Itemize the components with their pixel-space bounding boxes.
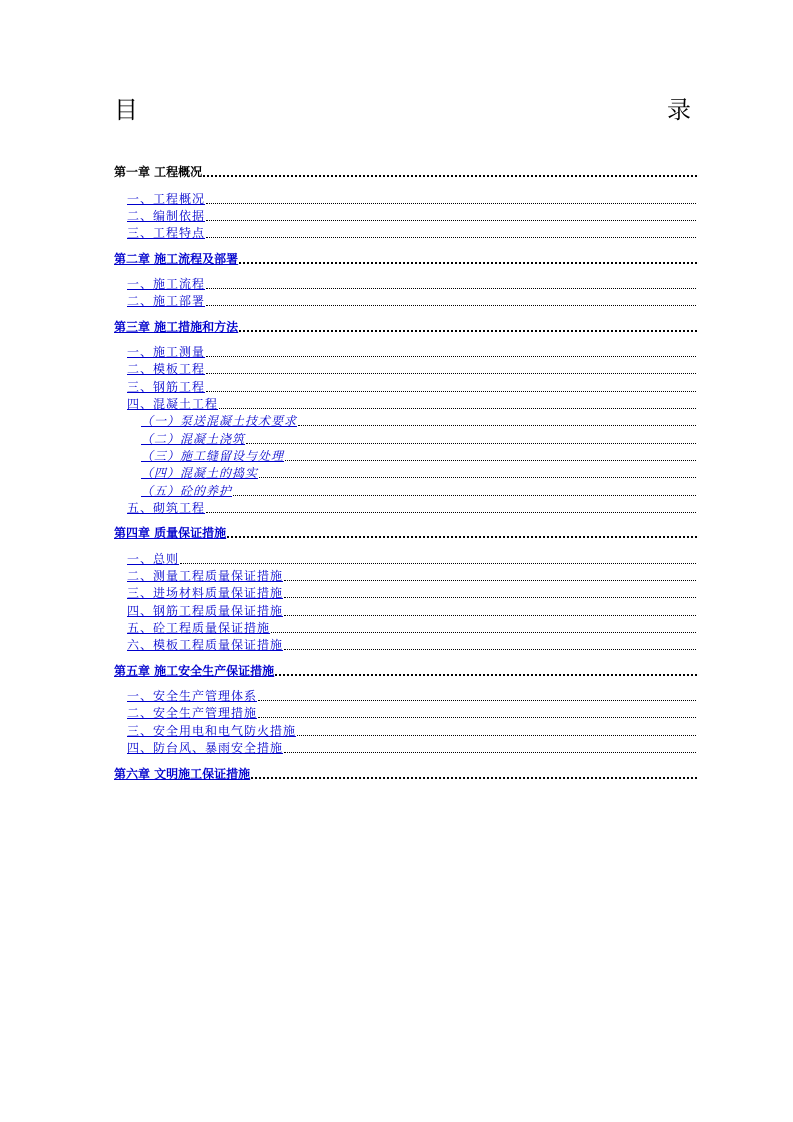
dot-leader	[206, 373, 696, 374]
toc-chapter-3[interactable]	[114, 318, 697, 334]
dot-leader	[233, 495, 696, 496]
toc-link-5-3[interactable]	[127, 722, 696, 738]
toc-chapter-6[interactable]	[114, 765, 697, 781]
toc-entry-label[interactable]: 三、钢筋工程	[127, 380, 206, 394]
toc-entry-label[interactable]: 一、安全生产管理体系	[127, 689, 258, 703]
toc-link-4-3[interactable]	[127, 584, 696, 600]
dot-leader	[206, 237, 696, 238]
dot-leader	[227, 536, 697, 538]
toc-title-left-char: 目	[114, 96, 138, 124]
toc-link-5-4[interactable]	[127, 739, 696, 755]
toc-entry-label[interactable]: 三、安全用电和电气防火措施	[127, 724, 297, 738]
toc-entry-label[interactable]: 一、总则	[127, 552, 180, 566]
dot-leader	[298, 425, 696, 426]
dot-leader	[251, 777, 697, 779]
toc-entry-label[interactable]: 一、工程概况	[127, 192, 206, 206]
toc-entry-label[interactable]: 第四章 质量保证措施	[114, 526, 227, 540]
dot-leader	[206, 203, 696, 204]
toc-entry-label[interactable]: 一、施工流程	[127, 277, 206, 291]
dot-leader	[203, 175, 697, 177]
dot-leader	[239, 330, 697, 332]
dot-leader	[275, 674, 697, 676]
toc-entry-label[interactable]: 二、模板工程	[127, 362, 206, 376]
toc-chapter-2[interactable]	[114, 250, 697, 266]
toc-entry-label[interactable]: 五、砌筑工程	[127, 501, 206, 515]
toc-link-4-6[interactable]	[127, 636, 696, 652]
toc-link-4-1[interactable]	[127, 550, 696, 566]
dot-leader	[271, 632, 696, 633]
toc-link-3-4[interactable]	[127, 395, 696, 411]
toc-link-4-4[interactable]	[127, 602, 696, 618]
dot-leader	[258, 700, 696, 701]
toc-link-3-5[interactable]	[127, 499, 696, 515]
toc-title-right-char: 录	[667, 96, 691, 124]
dot-leader	[206, 391, 696, 392]
toc-link-5-1[interactable]	[127, 687, 696, 703]
toc-link-5-2[interactable]	[127, 704, 696, 720]
toc-entry-label[interactable]: 二、编制依据	[127, 209, 206, 223]
toc-entry-label[interactable]: 三、进场材料质量保证措施	[127, 586, 284, 600]
dot-leader	[284, 580, 696, 581]
toc-link-1-1[interactable]	[127, 190, 696, 206]
toc-link-2-1[interactable]	[127, 275, 696, 291]
toc-link-4-2[interactable]	[127, 567, 696, 583]
toc-chapter-4[interactable]	[114, 524, 697, 540]
toc-link-3-1[interactable]	[127, 343, 696, 359]
dot-leader	[258, 717, 696, 718]
toc-entry-label[interactable]: 二、安全生产管理措施	[127, 706, 258, 720]
dot-leader	[297, 735, 696, 736]
toc-entry-label[interactable]: 一、施工测量	[127, 345, 206, 359]
toc-link-1-2[interactable]	[127, 207, 696, 223]
dot-leader	[206, 305, 696, 306]
toc-link-3-4-5[interactable]	[141, 482, 696, 498]
dot-leader	[219, 408, 696, 409]
toc-entry-label[interactable]: （一）泵送混凝土技术要求	[141, 414, 298, 428]
dot-leader	[246, 443, 696, 444]
dot-leader	[259, 477, 696, 478]
dot-leader	[285, 460, 696, 461]
toc-entry-label[interactable]: 四、混凝土工程	[127, 397, 219, 411]
toc-entry-label[interactable]: 六、模板工程质量保证措施	[127, 638, 284, 652]
toc-entry-label[interactable]: 五、砼工程质量保证措施	[127, 621, 271, 635]
toc-link-2-2[interactable]	[127, 292, 696, 308]
dot-leader	[206, 220, 696, 221]
toc-link-3-4-4[interactable]	[141, 464, 696, 480]
dot-leader	[284, 752, 696, 753]
toc-entry-label[interactable]: 第六章 文明施工保证措施	[114, 767, 251, 781]
toc-entry-label[interactable]: 二、测量工程质量保证措施	[127, 569, 284, 583]
toc-entry-label[interactable]: （二）混凝土浇筑	[141, 432, 246, 446]
dot-leader	[284, 615, 696, 616]
toc-entry-label[interactable]: （四）混凝土的捣实	[141, 466, 259, 480]
toc-link-3-3[interactable]	[127, 378, 696, 394]
toc-entry-label[interactable]: （三）施工缝留设与处理	[141, 449, 285, 463]
toc-entry-label: 第一章 工程概况	[114, 165, 203, 179]
toc-link-3-4-2[interactable]	[141, 430, 696, 446]
toc-entry-label[interactable]: 第三章 施工措施和方法	[114, 320, 239, 334]
dot-leader	[180, 563, 696, 564]
toc-entry-label[interactable]: 二、施工部署	[127, 294, 206, 308]
toc-entry-label[interactable]: （五）砼的养护	[141, 484, 233, 498]
toc-entry-label[interactable]: 四、防台风、暴雨安全措施	[127, 741, 284, 755]
toc-chapter-5[interactable]	[114, 662, 697, 678]
toc-chapter-1	[114, 163, 697, 179]
toc-entry-label[interactable]: 四、钢筋工程质量保证措施	[127, 604, 284, 618]
dot-leader	[239, 262, 697, 264]
toc-link-1-3[interactable]	[127, 224, 696, 240]
toc-link-4-5[interactable]	[127, 619, 696, 635]
dot-leader	[284, 597, 696, 598]
toc-link-3-4-3[interactable]	[141, 447, 696, 463]
dot-leader	[284, 649, 696, 650]
toc-entry-label[interactable]: 三、工程特点	[127, 226, 206, 240]
toc-entry-label[interactable]: 第二章 施工流程及部署	[114, 252, 239, 266]
toc-link-3-4-1[interactable]	[141, 412, 696, 428]
dot-leader	[206, 356, 696, 357]
dot-leader	[206, 288, 696, 289]
toc-link-3-2[interactable]	[127, 360, 696, 376]
dot-leader	[206, 512, 696, 513]
toc-entry-label[interactable]: 第五章 施工安全生产保证措施	[114, 664, 275, 678]
